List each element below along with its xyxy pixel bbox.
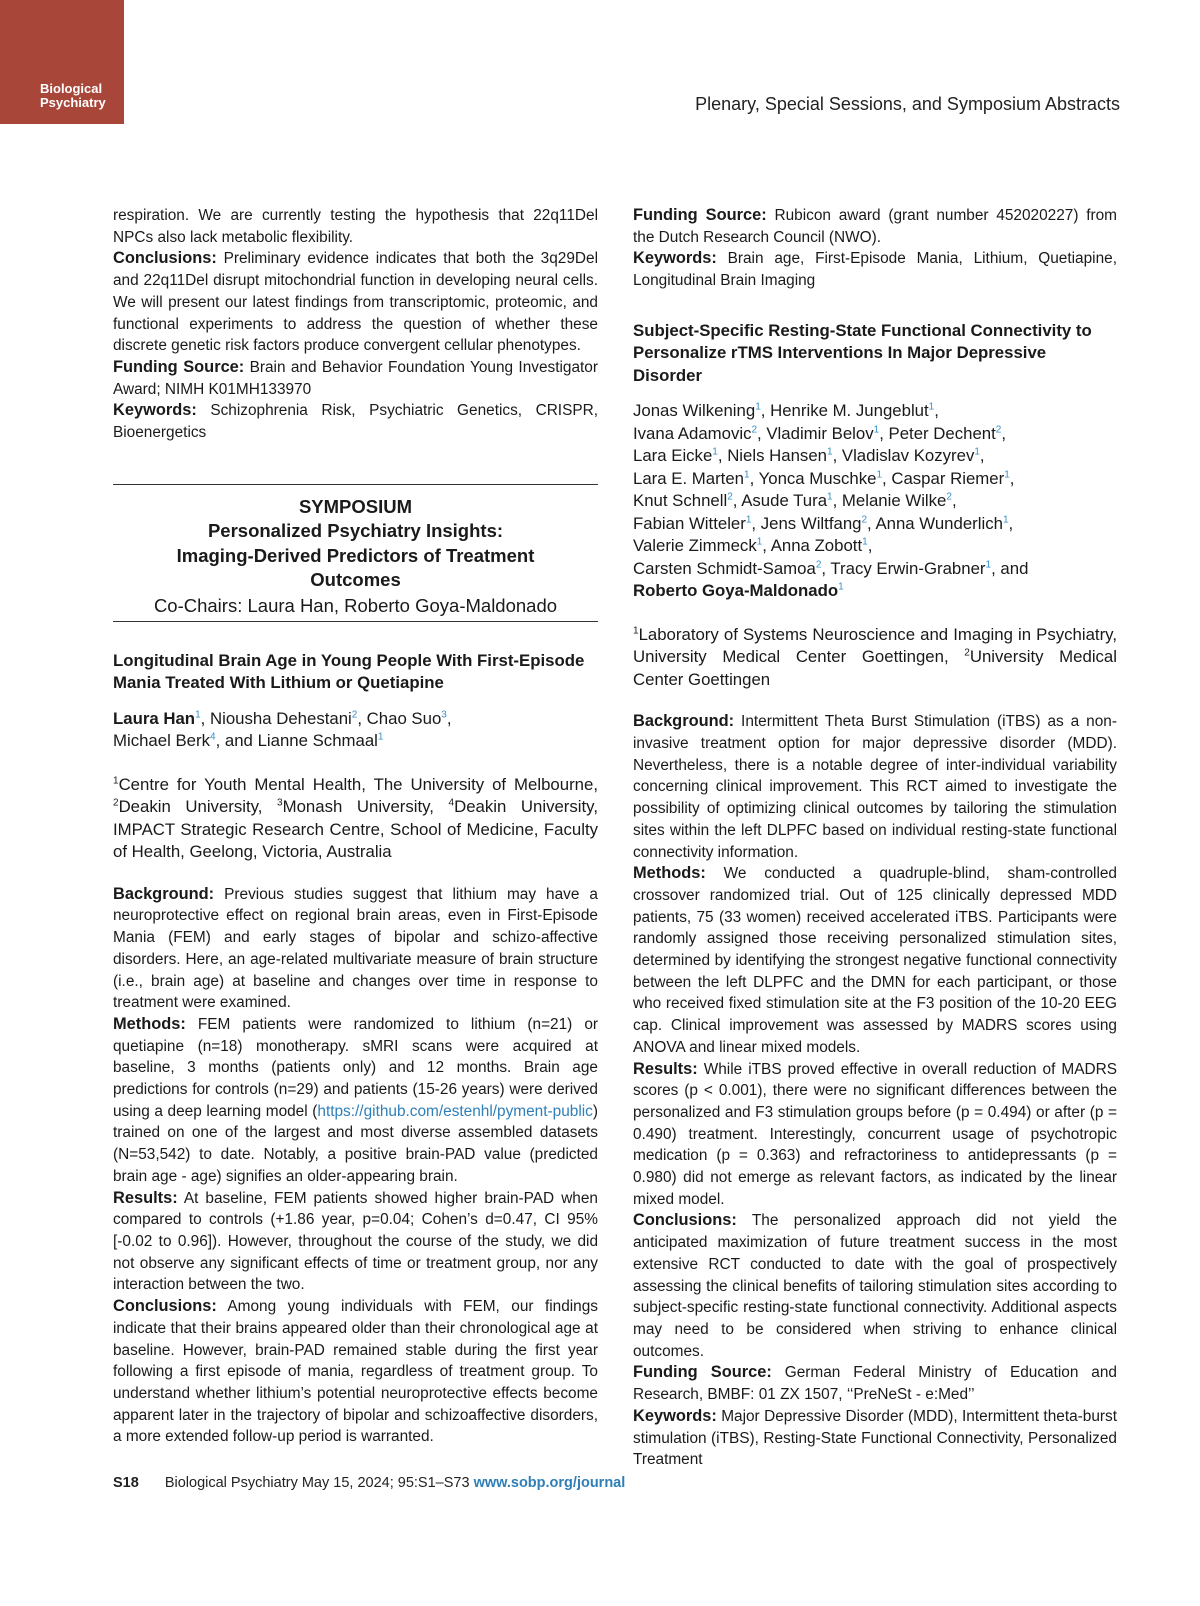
funding-paragraph (113, 357, 598, 400)
methods-text: We conducted a quadruple-blind, sham-controlled crossover randomized trial. Out of 125 clinically depressed MDD patients, 75 (33 women) received accelerated iTBS. Participants were randomly assigned those receiving personalized stimulation sites, determined by identifying the strongest negative functional connectivity between the left DLPFC and the DMN for each participant, or those who received fixed stimulation site at the F3 position of the 10-20 EEG cap. Clinical improvement was assessed by MADRS scores using ANOVA and linear mixed models. (633, 865, 1117, 1056)
author-name: Lara E. Marten (633, 468, 744, 488)
results-text: At baseline, FEM patients showed higher brain-PAD when compared to controls (+1.86 year, p=0.04; Cohen’s d=0.47, CI 95%[-0.02 to 0.96]). However, throughout the course of the study, we did not observe any significant effects of time or treatment group, nor any interaction between the two. (113, 1189, 598, 1294)
article-title: Subject-Specific Resting-State Functional Connectivity to Personalize rTMS Interventions In Major Depressive Disorder (633, 320, 1092, 385)
author-separator: , (882, 468, 892, 488)
author-affiliation-mark: 1 (756, 536, 763, 548)
journal-citation: Biological Psychiatry May 15, 2024; 95:S1–S73 (164, 1475, 470, 1491)
article-authors: Laura Han$^1$, Niousha Dehestani$^2$, Chao Suo$^3$, Michael Berk$^4$, and Lianne Schmaal$^1$ (113, 708, 452, 751)
author-name: Valerie Zimmeck (633, 536, 757, 556)
conclusions-label: Conclusions: (633, 1211, 737, 1230)
keywords-text: Schizophrenia Risk, Psychiatric Genetics, CRISPR, Bioenergetics (113, 402, 599, 442)
author-separator: , (1008, 513, 1014, 533)
conclusions-paragraph (113, 1296, 598, 1448)
results-label: Results: (113, 1188, 178, 1207)
results-text: While iTBS proved effective in overall reduction of MADRS scores (p < 0.001), there were no significant differences between the personalized and F3 stimulation groups before (p = 0.494) or after (p = 0.490) treatment. Interestingly, concurrent usage of psychotropic medication (p = 0.363) and refractoriness to antidepressants (p = 0.980) did not emerge as relevant factors, as indicated by the linear mixed model. (633, 1060, 1118, 1208)
author-separator: , (934, 401, 939, 421)
author-affiliation-mark: 2 (995, 424, 1002, 436)
author-affiliation-mark: 1 (745, 514, 752, 526)
author-affiliation-mark: 1 (1002, 514, 1009, 526)
author-affiliation-mark: 1 (744, 469, 750, 481)
author-name: Henrike M. Jungeblut (770, 401, 929, 421)
author-affiliation-mark: 1 (985, 559, 992, 571)
logo-line-2: Psychiatry (40, 95, 106, 110)
author-separator: , (717, 446, 728, 466)
article-affiliations (113, 774, 598, 864)
author-affiliation-mark: 2 (751, 424, 758, 436)
author-name: Caspar Riemer (891, 468, 1005, 488)
funding-label: Funding Source: (633, 206, 767, 224)
affiliation-text: Deakin University, (118, 797, 278, 817)
author-affiliation-mark: 2 (815, 559, 822, 571)
author-separator: , (867, 536, 873, 556)
author-name: Knut Schnell (633, 491, 728, 511)
author-separator: , (832, 491, 842, 511)
author-affiliation-mark: 1 (974, 446, 980, 458)
conclusions-label: Conclusions: (113, 1297, 217, 1316)
author-separator: , (821, 558, 831, 578)
funding-paragraph (633, 1362, 1117, 1405)
keywords-text: Brain age, First-Episode Mania, Lithium, Quetiapine, Longitudinal Brain Imaging (633, 250, 1117, 290)
journal-url-link[interactable]: www.sobp.org/journal (473, 1475, 626, 1491)
article-title: Longitudinal Brain Age in Young People With First-Episode Mania Treated With Lithium or Quetiapine (113, 650, 585, 693)
author-name: Niels Hansen (727, 446, 827, 466)
author-name: Yonca Muschke (758, 468, 877, 488)
running-head: Plenary, Special Sessions, and Symposium Abstracts (695, 94, 1120, 114)
journal-logo (0, 0, 124, 124)
funding-label: Funding Source: (113, 357, 245, 376)
right-column (633, 205, 1117, 1471)
author-separator: , (749, 468, 759, 488)
article-authors (633, 400, 1117, 603)
conclusions-text: Among young individuals with FEM, our findings indicate that their brains appeared older than their chronological age at baseline. However, brain-PAD remained stable during the first year following a first episode of mania, regardless of treatment group. To understand whether lithium’s potential neuroprotective effects become apparent later in the trajectory of bipolar and schizoaffective disorders, a more extended follow-up period is warranted. (113, 1298, 598, 1446)
author-name: Niousha Dehestani (209, 708, 352, 728)
keywords-label: Keywords: (633, 249, 717, 268)
author-affiliation-mark: 1 (876, 469, 883, 481)
author-separator: , and (991, 558, 1029, 578)
affiliation-text: University Medical Center Goettingen (633, 647, 1117, 689)
author-separator: , (762, 536, 771, 556)
author-name: Roberto Goya-Maldonado (633, 581, 839, 601)
methods-label: Methods: (633, 864, 706, 883)
background-text: Intermittent Theta Burst Stimulation (iTBS) as a non-invasive treatment option for major depressive disorder (MDD). Nevertheless, there is a notable degree of inter-individual variability concerning clinical improvement. This RCT aimed to investigate the possibility of optimizing clinical outcomes by tailoring the stimulation sites within the left DLPFC based on individual resting-state functional connectivity information. (633, 713, 1117, 861)
author-name: Tracy Erwin-Grabner (830, 558, 986, 578)
methods-paragraph (633, 863, 1117, 1058)
author-affiliation-mark: 1 (377, 731, 384, 743)
author-separator: , (951, 491, 957, 511)
affiliation-number: 1 (113, 775, 119, 787)
author-name: Vladislav Kozyrev (841, 446, 975, 466)
funding-label: Funding Source: (633, 1363, 772, 1382)
author-separator: , (832, 446, 842, 466)
conclusions-text: Preliminary evidence indicates that both the 3q29Del and 22q11Del disrupt mitochondrial function in developing neural cells. We will present our latest findings from transcriptomic, proteomic, and functional experiments to address the question of whether these discrete genetic risk factors produce convergent cellular phenotypes. (113, 250, 599, 355)
keywords-paragraph (633, 1406, 1117, 1471)
author-affiliation-mark: 2 (351, 709, 358, 721)
keywords-paragraph (633, 248, 1117, 291)
keywords-label: Keywords: (113, 401, 197, 420)
author-separator: , (979, 446, 985, 466)
author-affiliation-mark: 4 (210, 731, 216, 743)
keywords-label: Keywords: (633, 1406, 717, 1425)
conclusions-paragraph (633, 1210, 1117, 1362)
page-number: S18 (113, 1475, 139, 1491)
methods-paragraph (113, 1014, 598, 1188)
symposium-title-line-3: Outcomes (310, 569, 401, 591)
background-label: Background: (113, 884, 215, 903)
author-name: Anna Wunderlich (875, 513, 1003, 533)
author-affiliation-mark: 1 (862, 536, 868, 548)
funding-text: Brain and Behavior Foundation Young Investigator Award; NIMH K01MH133970 (113, 358, 598, 398)
affiliation-number: 1 (633, 625, 639, 637)
author-name: Melanie Wilke (841, 491, 947, 511)
author-affiliation-mark: 1 (827, 446, 833, 458)
author-affiliation-mark: 2 (946, 491, 952, 503)
github-link[interactable]: https://github.com/estenhl/pyment-public (317, 1102, 593, 1120)
results-paragraph (113, 1188, 598, 1297)
symposium-block (113, 484, 598, 622)
affiliation-text: Centre for Youth Mental Health, The University of Melbourne, (118, 774, 598, 794)
background-paragraph (113, 884, 598, 1014)
symposium-title-line-2: Imaging-Derived Predictors of Treatment (176, 544, 535, 566)
symposium-cochairs: Co-Chairs: Laura Han, Roberto Goya-Maldonado (113, 593, 598, 622)
author-separator: , (879, 423, 889, 443)
author-name: Michael Berk (113, 731, 210, 751)
author-name: Chao Suo (366, 708, 442, 728)
affiliation-text: Monash University, (282, 797, 449, 817)
conclusions-paragraph (113, 248, 598, 357)
author-affiliation-mark: 1 (873, 424, 880, 436)
author-affiliation-mark: 1 (928, 401, 935, 413)
keywords-text: Major Depressive Disorder (MDD), Intermittent theta-burst stimulation (iTBS), Resting-State Functional Connectivity, Personalized Treatment (633, 1407, 1117, 1469)
keywords-paragraph (113, 400, 598, 443)
affiliation-number: 2 (113, 797, 119, 809)
methods-text-continued: ) trained on one of the largest and most diverse assembled datasets (N=53,542) to date. Notably, a positive brain-PAD value (predicted brain age - age) signifies an older-appearing brain. (113, 1102, 598, 1185)
author-name: Lianne Schmaal (257, 731, 378, 751)
author-affiliation-mark: 3 (441, 709, 447, 721)
author-affiliation-mark: 1 (755, 401, 761, 413)
author-name: Lara Eicke (633, 446, 713, 466)
author-name: Asude Tura (741, 491, 828, 511)
author-separator: , (760, 401, 771, 421)
author-affiliation-mark: 1 (827, 491, 833, 503)
results-paragraph (633, 1059, 1117, 1211)
continued-text: respiration. We are currently testing the hypothesis that 22q11Del NPCs also lack metabolic flexibility. (113, 207, 598, 246)
author-affiliation-mark: 1 (712, 446, 718, 458)
affiliation-number: 3 (277, 797, 283, 809)
author-name: Vladimir Belov (766, 423, 874, 443)
author-affiliation-mark: 1 (195, 709, 201, 721)
affiliation-number: 2 (964, 647, 970, 659)
results-label: Results: (633, 1059, 698, 1078)
page-footer (113, 1475, 625, 1491)
left-column (113, 205, 598, 1448)
background-label: Background: (633, 712, 735, 731)
affiliation-text: Laboratory of Systems Neuroscience and Imaging in Psychiatry, University Medical Center Goettingen, (633, 624, 1117, 667)
author-separator: , (732, 491, 742, 511)
author-name: Jens Wiltfang (760, 513, 862, 533)
author-affiliation-mark: 1 (1004, 469, 1010, 481)
author-affiliation-mark: 2 (727, 491, 733, 503)
background-paragraph (633, 711, 1117, 863)
author-name: Peter Dechent (888, 423, 996, 443)
author-affiliation-mark: 1 (838, 581, 844, 593)
author-name: Jonas Wilkening (633, 401, 756, 421)
affiliation-text: Deakin University, IMPACT Strategic Research Centre, School of Medicine, Faculty of Health, Geelong, Victoria, Australia (113, 797, 598, 862)
conclusions-text: The personalized approach did not yield the anticipated maximization of future treatment success in the most extensive RCT conducted to date with the goal of prospectively assessing the clinical benefits of tailoring stimulation sites according to subject-specific resting-state functional connectivity. Additional aspects may need to be considered when striving to enhance clinical outcomes. (633, 1212, 1118, 1360)
author-separator: , (757, 423, 767, 443)
background-text: Previous studies suggest that lithium may have a neuroprotective effect on regional brain areas, even in First-Episode Mania (FEM) and early stages of bipolar and schizo-affective disorders. Here, an age-related multivariate measure of brain structure (i.e., brain age) at baseline and changes over time in response to treatment were examined. (113, 885, 598, 1012)
symposium-title-line-1: Personalized Psychiatry Insights: (207, 520, 504, 542)
methods-label: Methods: (113, 1014, 186, 1033)
author-separator: , (1001, 423, 1007, 443)
author-affiliation-mark: 2 (861, 514, 868, 526)
author-name: Laura Han (113, 708, 196, 728)
author-separator: , (1009, 468, 1015, 488)
author-separator: , (867, 513, 876, 533)
affiliation-number: 4 (448, 797, 455, 809)
article-affiliations (633, 624, 1117, 692)
funding-text: Rubicon award (grant number 452020227) from the Dutch Research Council (NWO). (633, 207, 1117, 246)
author-separator: , (751, 513, 761, 533)
symposium-label: SYMPOSIUM (298, 495, 413, 517)
author-name: Fabian Witteler (633, 513, 746, 533)
author-name: Ivana Adamovic (633, 423, 752, 443)
conclusions-label: Conclusions: (113, 249, 217, 268)
funding-text: German Federal Ministry of Education and Research, BMBF: 01 ZX 1507, ‘‘PreNeSt - e:Med’’ (633, 1364, 1117, 1404)
methods-text: FEM patients were randomized to lithium (n=21) or quetiapine (n=18) monotherapy. sMRI scans were acquired at baseline, 3 months (patients only) and 12 months. Brain age predictions for controls (n=29) and patients (15-26 years) were derived using a deep learning model ( (113, 1015, 598, 1120)
logo-line-1: Biological (40, 81, 103, 96)
author-name: Carsten Schmidt-Samoa (633, 558, 816, 578)
funding-paragraph (633, 205, 1117, 248)
author-name: Anna Zobott (770, 536, 863, 556)
